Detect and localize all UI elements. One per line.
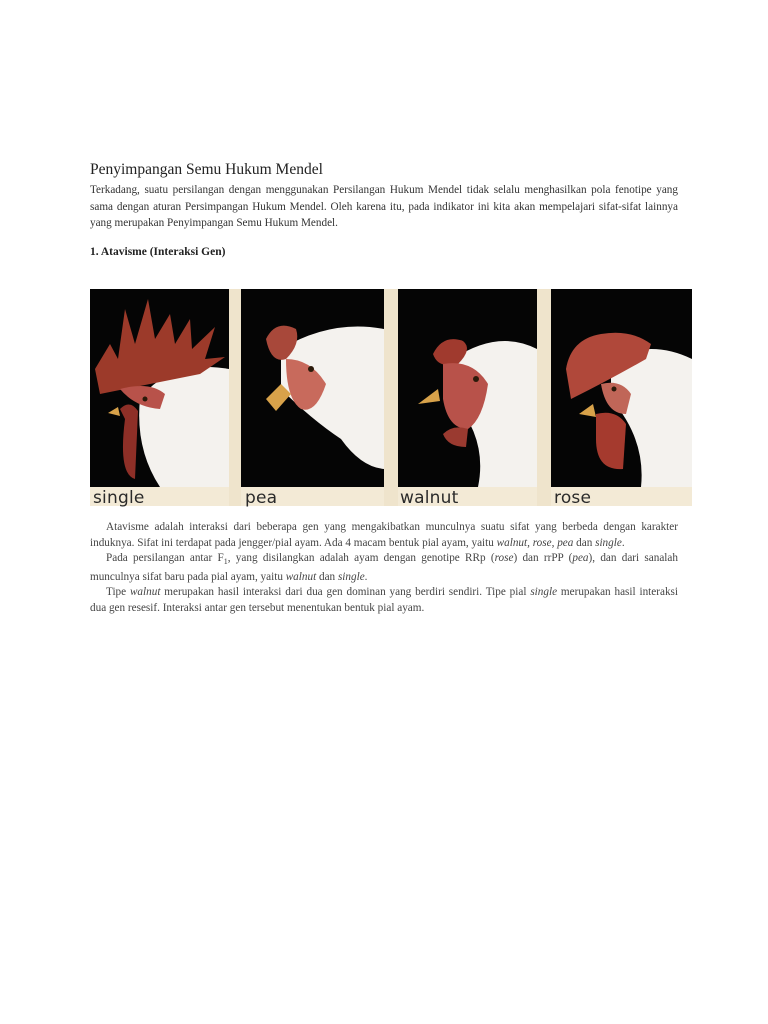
paragraph-persilangan: Pada persilangan antar $F_1$, yang disilangkan adalah ayam dengan genotipe RRp (rose) dan rrPP (pea), dan dari sanalah munculnya sifat baru pada pial ayam, yaitu walnut dan single. [90, 552, 678, 583]
walnut-comb-photo [398, 289, 537, 487]
page-title: Penyimpangan Semu Hukum Mendel [90, 161, 323, 178]
single-comb-photo [90, 289, 229, 487]
comb-types-figure [90, 289, 692, 506]
section-heading: 1. Atavisme (Interaksi Gen) [90, 245, 226, 258]
pea-comb-photo [241, 289, 384, 487]
rose-comb-photo [551, 289, 692, 487]
figure-label-walnut: walnut [400, 488, 459, 508]
body-text [90, 520, 678, 616]
figure-gap [537, 289, 551, 506]
figure-gap [229, 289, 241, 506]
figure-label-pea: pea [245, 488, 278, 508]
figure-label-rose: rose [554, 488, 592, 508]
paragraph-tipe: Tipe walnut merupakan hasil interaksi dari dua gen dominan yang berdiri sendiri. Tipe pial single merupakan hasil interaksi dua gen resesif. Interaksi antar gen tersebut menentukan bentuk pial ayam. [90, 586, 678, 614]
paragraph-atavisme: Atavisme adalah interaksi dari beberapa gen yang mengakibatkan munculnya suatu sifat yang berbeda dengan karakter induknya. Sifat ini terdapat pada jengger/pial ayam. Ada 4 macam bentuk pial ayam, yaitu walnut, rose, pea dan single. [90, 521, 678, 549]
figure-gap [384, 289, 398, 506]
document-page [90, 160, 678, 614]
figure-label-single: single [93, 488, 145, 508]
intro-paragraph: Terkadang, suatu persilangan dengan menggunakan Persilangan Hukum Mendel tidak selalu menghasilkan pola fenotipe yang sama dengan aturan Persimpangan Hukum Mendel. Oleh karena itu, pada indikator ini kita akan mempelajari sifat-sifat lainnya yang merupakan Penyimpangan Semu Hukum Mendel. [90, 184, 678, 229]
